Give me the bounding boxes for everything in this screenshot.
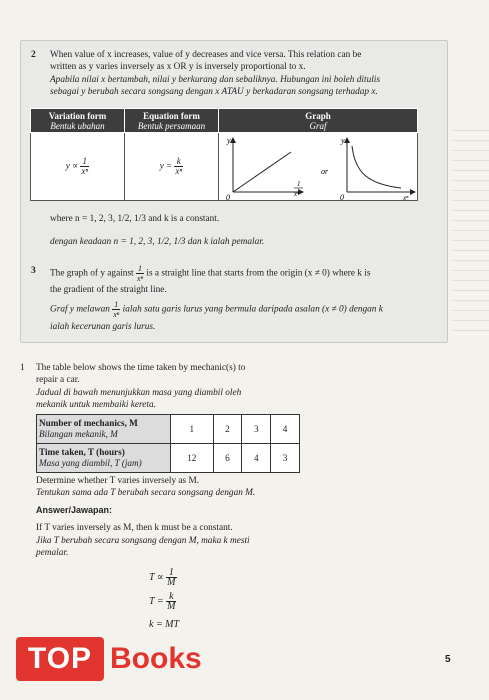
table-cell: 12 xyxy=(171,444,214,473)
answer-label: Answer/Jawapan: xyxy=(36,505,113,515)
faint-margin-lines xyxy=(453,130,489,360)
graph-cell xyxy=(219,133,418,201)
question1-malay: Jadual di bawah menunjukkan masa yang diambil oleh mekanik untuk membaiki kereta. xyxy=(36,388,242,411)
or-label: or xyxy=(321,166,329,176)
table-cell: 6 xyxy=(213,444,242,473)
graphs-svg xyxy=(219,134,417,200)
table-row xyxy=(37,444,300,473)
left-x-label-num: 1 xyxy=(297,179,301,188)
logo-top-badge: TOP xyxy=(16,637,104,681)
left-y-label: y xyxy=(227,135,231,145)
table-cell: 3 xyxy=(271,444,300,473)
item-number-2: 2 xyxy=(31,50,36,60)
math-line-equation: T = $\frac{k}{M}$ xyxy=(149,591,176,612)
right-x-label: xⁿ xyxy=(403,193,409,200)
page-number: 5 xyxy=(445,654,451,665)
table-row xyxy=(37,415,300,444)
determine-english: Determine whether T varies inversely as M. xyxy=(36,476,200,486)
variation-form-cell: y ∝ $\frac{1}{\text{xⁿ}}$ xyxy=(31,133,125,201)
question1-english: The table below shows the time taken by mechanic(s) to repair a car. xyxy=(36,363,246,386)
left-origin-label: 0 xyxy=(226,192,230,200)
item3-malay-line2: ialah kecerunan garis lurus. xyxy=(50,322,156,332)
table-cell: 3 xyxy=(242,415,271,444)
question-number-1: 1 xyxy=(20,363,25,373)
where-malay: dengan keadaan n = 1, 2, 3, 1/2, 1/3 dan k ialah pemalar. xyxy=(50,237,265,247)
item3-english-line2: the gradient of the straight line. xyxy=(50,285,167,295)
topbooks-logo xyxy=(16,633,202,685)
mechanics-table xyxy=(36,414,300,473)
item3-malay-line1: Graf y melawan $\frac{1}{\text{xⁿ}}$ ialah satu garis lurus yang bermula daripada asalan (x ≠ 0) dengan k xyxy=(50,300,383,319)
right-origin-label: 0 xyxy=(340,192,344,200)
right-y-label: y xyxy=(341,135,345,145)
math-line-proportional: T ∝ $\frac{1}{M}$ xyxy=(149,567,176,588)
table-cell: 4 xyxy=(271,415,300,444)
straight-line-graph xyxy=(233,152,291,192)
answer-english: If T varies inversely as M, then k must be a constant. xyxy=(36,523,233,533)
table-cell: 2 xyxy=(213,415,242,444)
item-number-3: 3 xyxy=(31,266,36,276)
header-graph: Graph Graf xyxy=(219,109,418,133)
equation-form-cell: y = $\frac{k}{\text{xⁿ}}$ xyxy=(125,133,219,201)
answer-malay: Jika T berubah secara songsang dengan M, maka k mesti pemalar. xyxy=(36,536,250,559)
header-equation-form: Equation form Bentuk persamaan xyxy=(125,109,219,133)
left-x-label-den: xⁿ xyxy=(294,189,300,198)
item2-english: When value of x increases, value of y decreases and vice versa. This relation can be written as y varies inversely as x OR y is inversely proportional to x. xyxy=(50,50,362,73)
math-line-k: k = MT xyxy=(149,619,180,630)
item2-malay: Apabila nilai x bertambah, nilai y berkurang dan sebaliknya. Hubungan ini boleh ditulis sebagai y berubah secara songsang dengan x ATAU y berkadaran songsang terhadap x. xyxy=(50,75,381,98)
header-variation-form: Variation form Bentuk ubahan xyxy=(31,109,125,133)
table-cell: 1 xyxy=(171,415,214,444)
row-label-time: Time taken, T (hours) Masa yang diambil, T (jam) xyxy=(37,444,171,473)
variation-table xyxy=(30,108,418,201)
inverse-curve-graph xyxy=(352,146,401,188)
item3-english-line1: The graph of y against $\frac{1}{\text{xⁿ}}$ is a straight line that starts from the origin (x ≠ 0) where k is xyxy=(50,264,371,283)
determine-malay: Tentukan sama ada T berubah secara songsang dengan M. xyxy=(36,488,256,498)
logo-books-text: Books xyxy=(110,642,202,675)
where-english: where n = 1, 2, 3, 1/2, 1/3 and k is a constant. xyxy=(50,214,220,224)
table-cell: 4 xyxy=(242,444,271,473)
row-label-mechanics: Number of mechanics, M Bilangan mekanik, M xyxy=(37,415,171,444)
